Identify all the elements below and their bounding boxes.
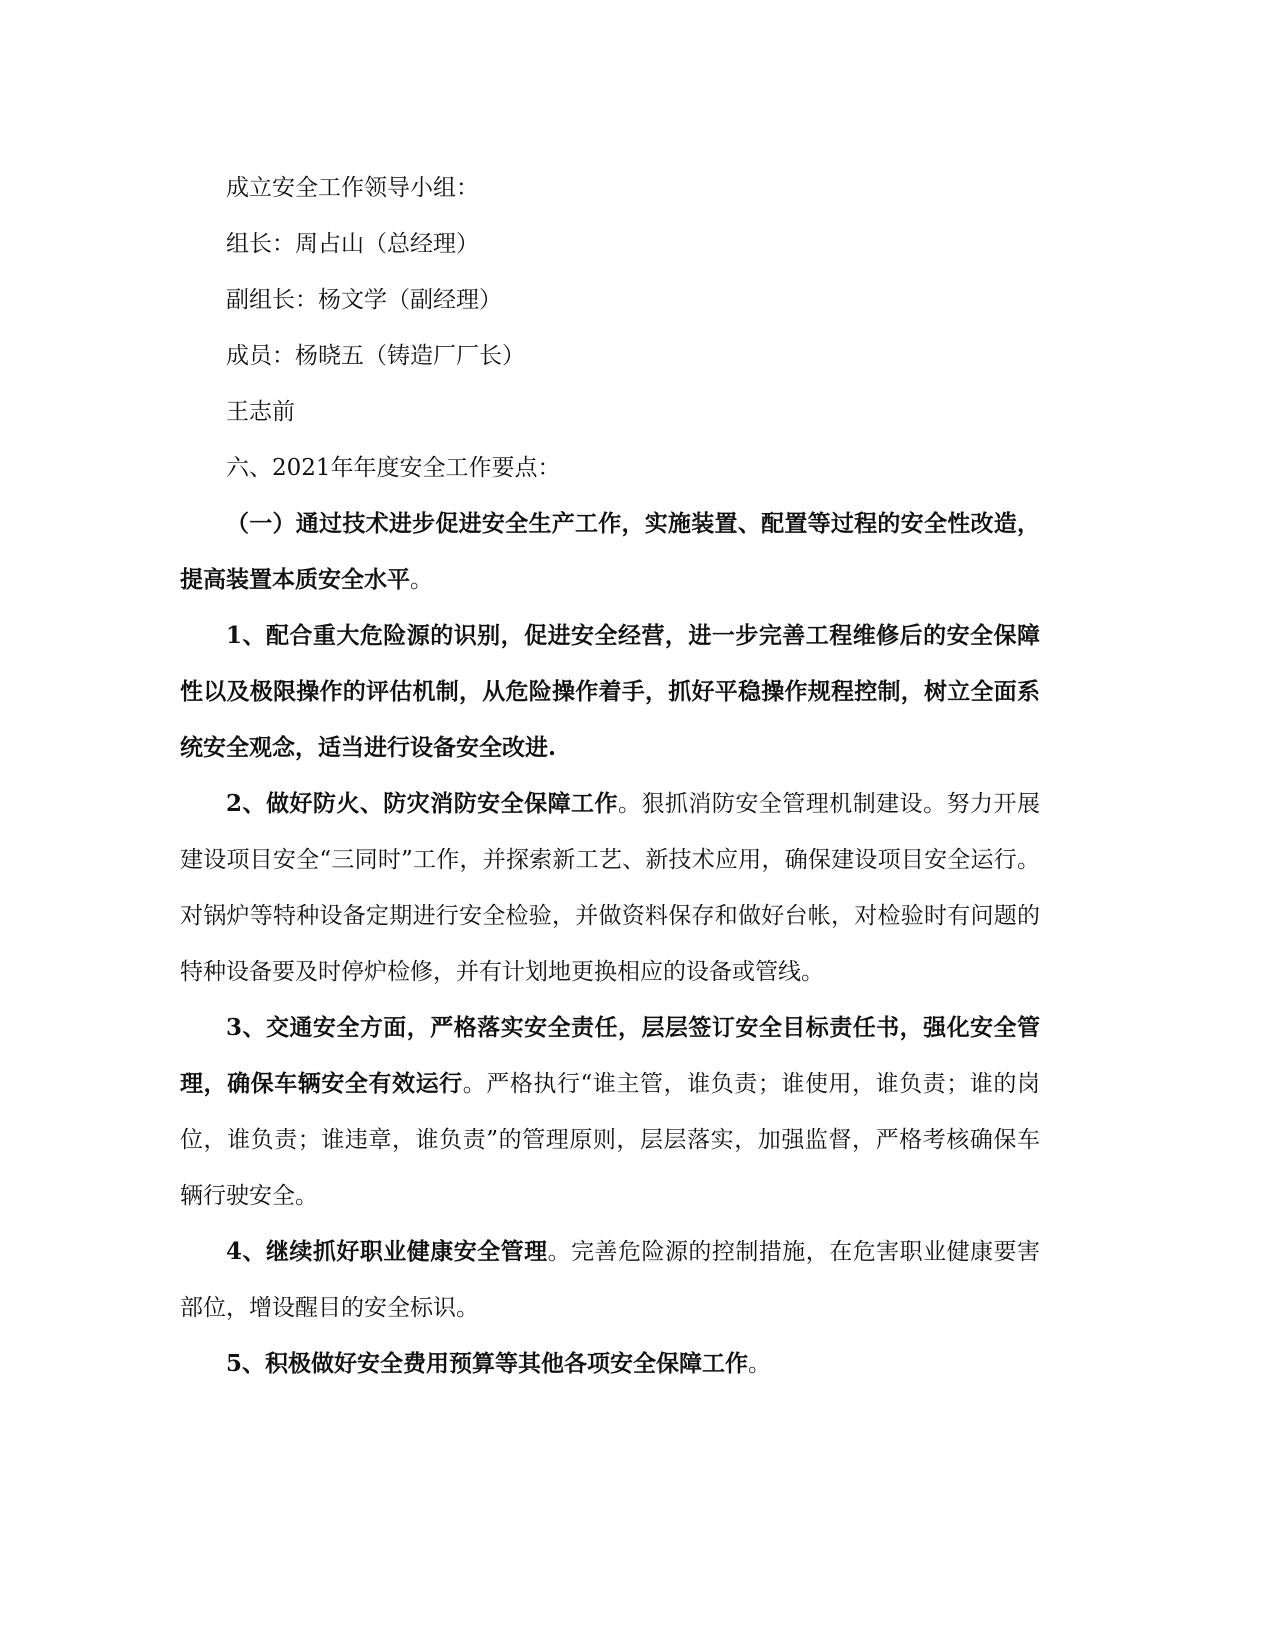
item-1-end: 。	[410, 567, 433, 593]
point-5-end: 。	[748, 1351, 772, 1377]
group-intro: 成立安全工作领导小组：	[226, 175, 479, 201]
point-4-heading: 4、继续抓好职业健康安全管理	[226, 1238, 548, 1265]
item-1-paragraph	[180, 496, 1040, 608]
deputy-line: 副组长：杨文学（副经理）	[226, 287, 502, 313]
point-3-body: 。严格执行“谁主管，谁负责；谁使用，谁负责；谁的岗位，谁负责；谁违章，谁负责”的管理原则，层层落实，加强监督，严格考核确保车辆行驶安全。	[180, 1071, 1040, 1209]
point-5-paragraph	[180, 1336, 1040, 1392]
point-2-body: 。狠抓消防安全管理机制建设。努力开展建设项目安全“三同时”工作，并探索新工艺、新技术应用，确保建设项目安全运行。对锅炉等特种设备定期进行安全检验，并做资料保存和做好台帐，对检验时有问题的特种设备要及时停炉检修，并有计划地更换相应的设备或管线。	[180, 791, 1040, 985]
point-2-heading: 2、做好防火、防灾消防安全保障工作	[226, 790, 618, 817]
leader-line: 组长：周占山（总经理）	[226, 231, 479, 257]
point-5-heading: 5、积极做好安全费用预算等其他各项安全保障工作	[226, 1350, 749, 1377]
section-title: 六、2021年年度安全工作要点：	[226, 455, 561, 481]
point-4-paragraph	[180, 1224, 1040, 1336]
point-1-paragraph: 1、配合重大危险源的识别，促进安全经营，进一步完善工程维修后的安全保障性以及极限操作的评估机制，从危险操作着手，抓好平稳操作规程控制，树立全面系统安全观念，适当进行设备安全改进.	[180, 622, 1040, 761]
point-3-paragraph	[180, 1000, 1040, 1224]
item-1-title: （一）通过技术进步促进安全生产工作，实施装置、配置等过程的安全性改造，提高装置本质安全水平	[180, 510, 1040, 593]
members-line: 成员：杨晓五（铸造厂厂长）	[226, 343, 525, 369]
members-line-2: 王志前	[226, 399, 295, 425]
point-4-body: 。完善危险源的控制措施，在危害职业健康要害部位，增设醒目的安全标识。	[180, 1239, 1040, 1321]
point-3-heading: 3、交通安全方面，严格落实安全责任，层层签订安全目标责任书，强化安全管理，确保车辆安全有效运行	[180, 1014, 1040, 1097]
point-2-paragraph	[180, 776, 1040, 1000]
